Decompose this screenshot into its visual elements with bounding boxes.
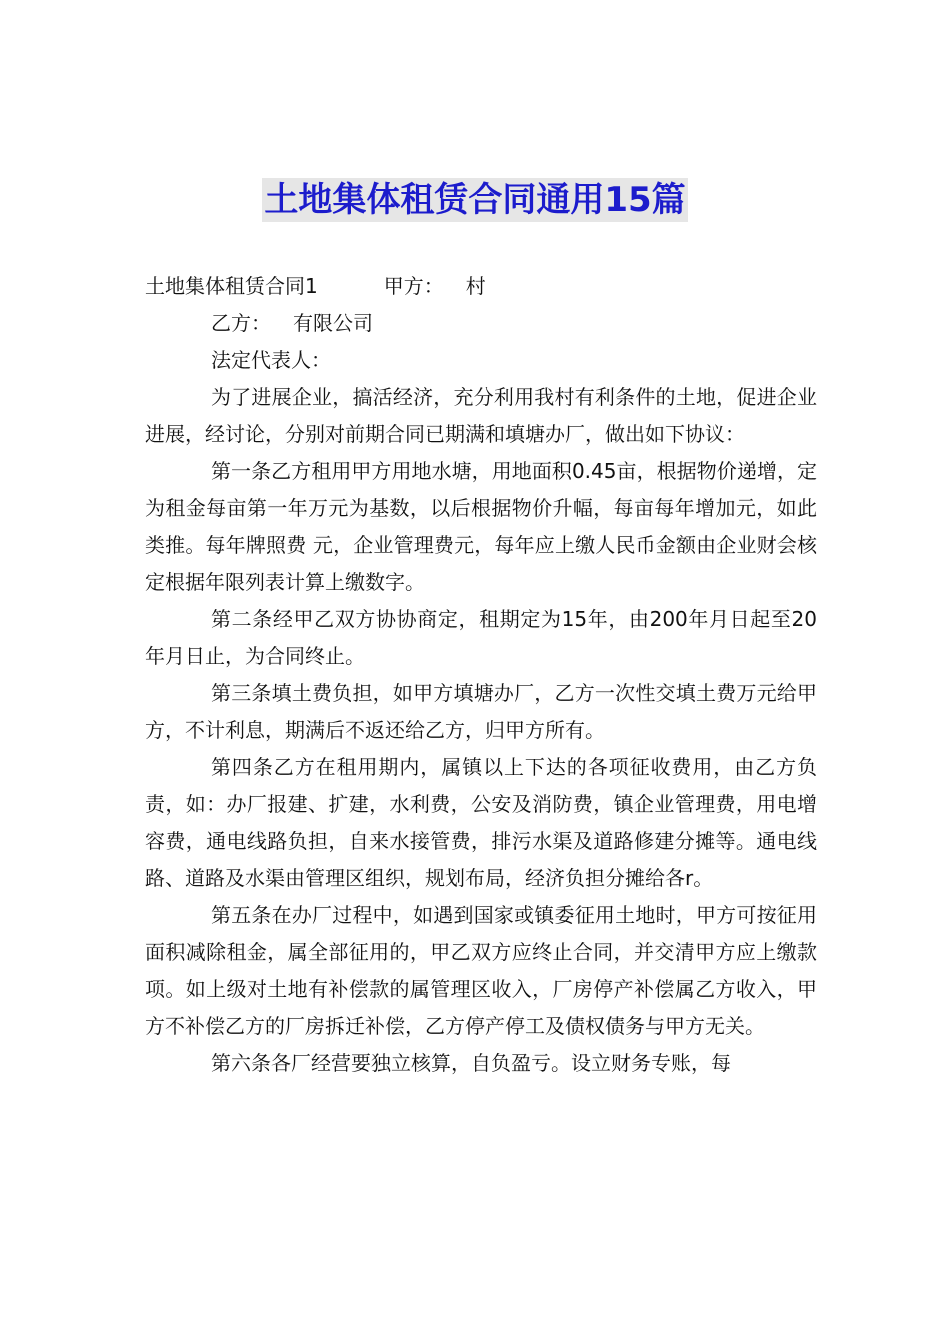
party-a-value: 村 bbox=[465, 274, 486, 298]
paragraph-article-4: 第四条乙方在租用期内，属镇以上下达的各项征收费用，由乙方负责，如：办厂报建、扩建，水利费，公安及消防费，镇企业管理费，用电增容费，通电线路负担，自来水接管费，排污水渠及道路修建分摊等。通电线路、道路及水渠由管理区组织，规划布局，经济负担分摊给各r。 bbox=[145, 755, 817, 890]
paragraph-article-5: 第五条在办厂过程中，如遇到国家或镇委征用土地时，甲方可按征用面积减除租金，属全部征用的，甲乙双方应终止合同，并交清甲方应上缴款项。如上级对土地有补偿款的属管理区收入，厂房停产补偿属乙方收入，甲方不补偿乙方的厂房拆迁补偿，乙方停产停工及债权债务与甲方无关。 bbox=[145, 903, 817, 1038]
party-b-label: 乙方： bbox=[211, 311, 271, 335]
heading-line bbox=[145, 268, 817, 305]
title-wrap bbox=[0, 178, 950, 222]
document-body bbox=[145, 268, 817, 1082]
party-b-value: 有限公司 bbox=[293, 311, 373, 335]
paragraph-intro: 为了进展企业，搞活经济，充分利用我村有利条件的土地，促进企业进展，经讨论，分别对前期合同已期满和填塘办厂，做出如下协议： bbox=[145, 385, 817, 446]
legal-representative-label: 法定代表人： bbox=[211, 348, 331, 372]
paragraph-article-2: 第二条经甲乙双方协协商定，租期定为15年，由200年月日起至20年月日止，为合同终止。 bbox=[145, 607, 817, 668]
contract-number: 土地集体租赁合同1 bbox=[145, 274, 318, 298]
paragraph-article-3: 第三条填土费负担，如甲方填塘办厂，乙方一次性交填土费万元给甲方，不计利息，期满后不返还给乙方，归甲方所有。 bbox=[145, 681, 817, 742]
party-a-label: 甲方： bbox=[383, 274, 444, 298]
legal-representative-line bbox=[145, 342, 817, 379]
paragraph-article-6: 第六条各厂经营要独立核算，自负盈亏。设立财务专账，每 bbox=[211, 1051, 731, 1075]
party-b-line bbox=[145, 305, 817, 342]
document-title: 土地集体租赁合同通用15篇 bbox=[264, 180, 686, 220]
paragraph-article-1: 第一条乙方租用甲方用地水塘，用地面积0.45亩，根据物价递增，定为租金每亩第一年万元为基数，以后根据物价升幅，每亩每年增加元，如此类推。每年牌照费 元，企业管理费元，每年应上缴人民币金额由企业财会核定根据年限列表计算上缴数字。 bbox=[145, 459, 817, 594]
